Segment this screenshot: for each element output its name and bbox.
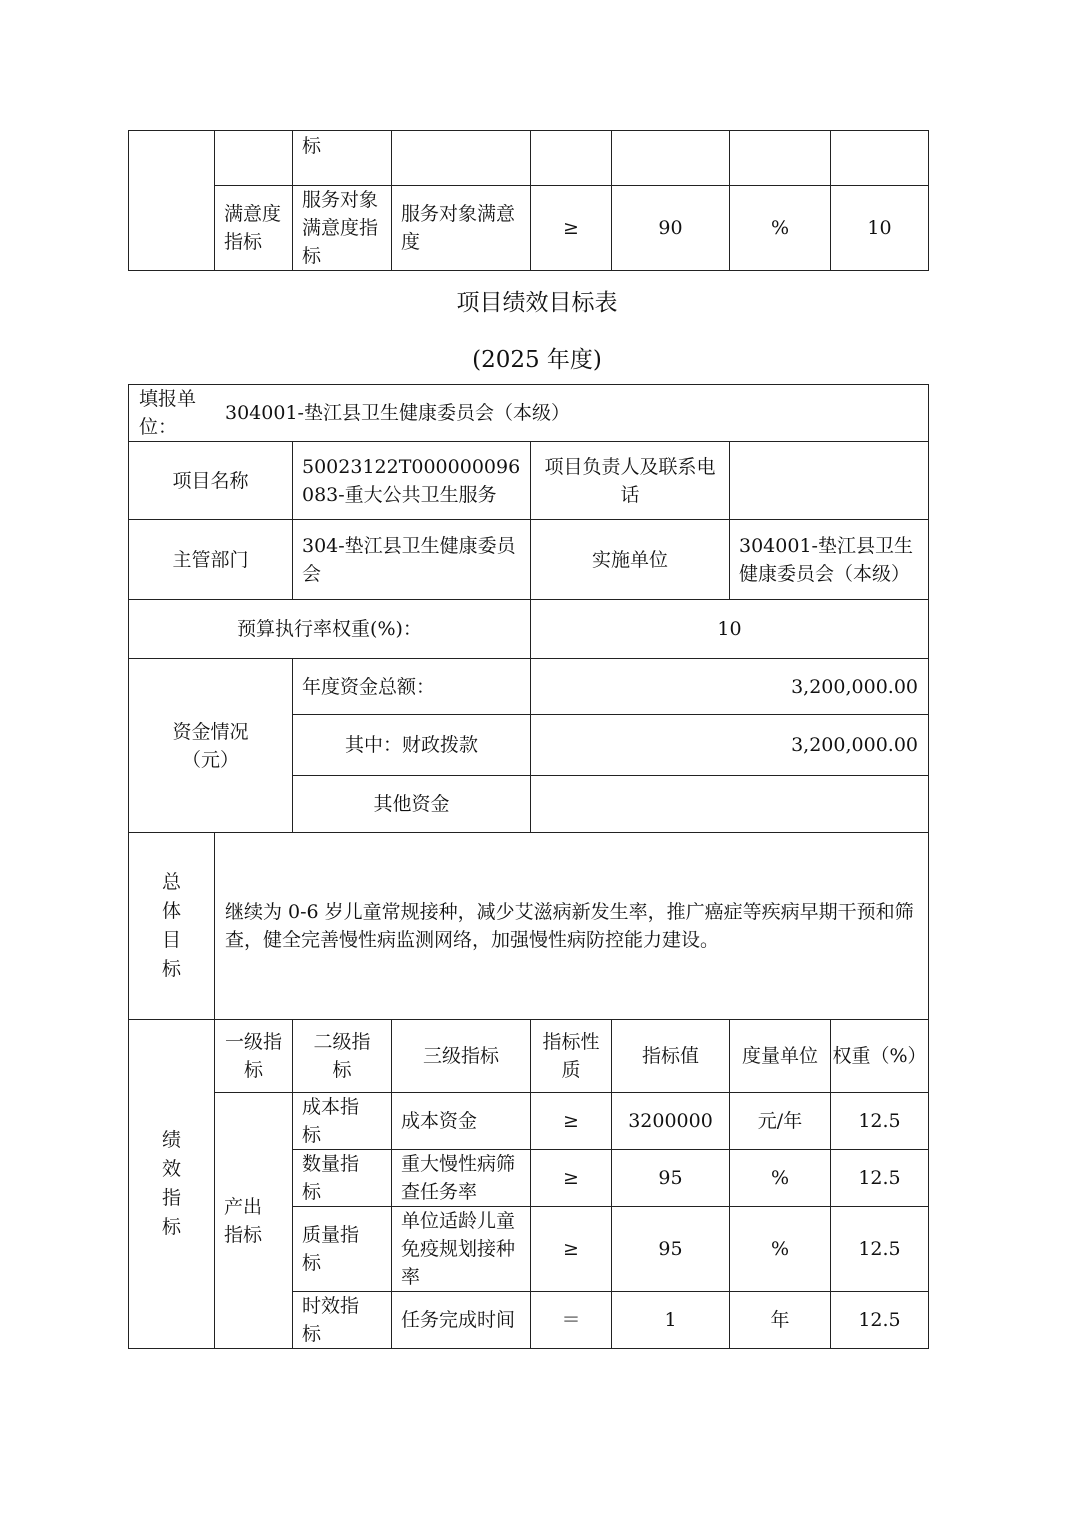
funds-total-value: 3,200,000.00 — [531, 659, 929, 715]
indicator-nature: ≥ — [531, 1150, 612, 1207]
project-name-value: 50023122T000000096083-重大公共卫生服务 — [293, 442, 531, 520]
indicator-tier2: 成本指标 — [293, 1093, 392, 1150]
header-nature: 指标性质 — [531, 1020, 612, 1093]
indicator-unit: 元/年 — [730, 1093, 831, 1150]
indicator-weight: 12.5 — [831, 1150, 929, 1207]
indicator-value: 95 — [612, 1150, 730, 1207]
tier2-continuation: 标 — [293, 131, 392, 186]
impl-unit-value: 304001-垫江县卫生健康委员会（本级） — [730, 520, 929, 600]
overall-goal-label-cell — [129, 833, 215, 1020]
budget-weight-value: 10 — [531, 600, 929, 659]
project-leader-label: 项目负责人及联系电话 — [531, 442, 730, 520]
header-unit: 度量单位 — [730, 1020, 831, 1093]
perf-label-cell — [129, 1020, 215, 1349]
competent-dept-label: 主管部门 — [129, 520, 293, 600]
weight-cell: 10 — [831, 186, 929, 271]
header-tier1: 一级指标 — [215, 1020, 293, 1093]
output-indicator-label: 产出指标 — [215, 1093, 293, 1349]
project-leader-value — [730, 442, 929, 520]
top-continuation-table — [128, 130, 929, 271]
indicator-tier3: 重大慢性病筛查任务率 — [392, 1150, 531, 1207]
funds-label-cell — [129, 659, 293, 833]
funds-label: 资金情况（元） — [172, 720, 249, 771]
header-tier3: 三级指标 — [392, 1020, 531, 1093]
reporting-unit-label: 填报单位： — [139, 388, 197, 438]
unit-cell: % — [730, 186, 831, 271]
overall-goal-text: 继续为 0-6 岁儿童常规接种，减少艾滋病新发生率，推广癌症等疾病早期干预和筛查，健全完善慢性病监测网络，加强慢性病防控能力建设。 — [215, 833, 929, 1020]
tier2-satisfaction: 服务对象满意度指标 — [293, 186, 392, 271]
perf-label: 绩效指标 — [161, 1129, 181, 1238]
project-name-label: 项目名称 — [129, 442, 293, 520]
reporting-unit-row — [129, 385, 929, 442]
funds-fiscal-label: 其中：财政拨款 — [293, 715, 531, 776]
indicator-nature: ＝ — [531, 1292, 612, 1349]
indicator-tier2: 时效指标 — [293, 1292, 392, 1349]
indicator-nature: ≥ — [531, 1207, 612, 1292]
empty-cell — [215, 131, 293, 186]
header-tier2: 二级指标 — [293, 1020, 392, 1093]
indicator-weight: 12.5 — [831, 1207, 929, 1292]
funds-other-label: 其他资金 — [293, 776, 531, 833]
performance-target-table — [128, 384, 929, 1349]
reporting-unit-value: 304001-垫江县卫生健康委员会（本级） — [225, 402, 570, 424]
indicator-tier2: 质量指标 — [293, 1207, 392, 1292]
nature-cell: ≥ — [531, 186, 612, 271]
indicator-value: 95 — [612, 1207, 730, 1292]
header-value: 指标值 — [612, 1020, 730, 1093]
overall-goal-label: 总体目标 — [161, 871, 181, 980]
indicator-tier3: 任务完成时间 — [392, 1292, 531, 1349]
indicator-tier2: 数量指标 — [293, 1150, 392, 1207]
value-cell: 90 — [612, 186, 730, 271]
indicator-nature: ≥ — [531, 1093, 612, 1150]
indicator-tier3: 成本资金 — [392, 1093, 531, 1150]
indicator-unit: % — [730, 1207, 831, 1292]
tier1-satisfaction: 满意度指标 — [215, 186, 293, 271]
header-weight: 权重（%） — [831, 1020, 929, 1093]
funds-fiscal-value: 3,200,000.00 — [531, 715, 929, 776]
indicator-unit: 年 — [730, 1292, 831, 1349]
budget-weight-label: 预算执行率权重(%)： — [129, 600, 531, 659]
indicator-value: 1 — [612, 1292, 730, 1349]
empty-cell — [129, 131, 215, 271]
document-title: 项目绩效目标表 — [456, 290, 618, 316]
document-year: (2025 年度) — [472, 347, 602, 373]
indicator-value: 3200000 — [612, 1093, 730, 1150]
impl-unit-label: 实施单位 — [531, 520, 730, 600]
competent-dept-value: 304-垫江县卫生健康委员会 — [293, 520, 531, 600]
indicator-unit: % — [730, 1150, 831, 1207]
indicator-weight: 12.5 — [831, 1292, 929, 1349]
indicator-tier3: 单位适龄儿童免疫规划接种率 — [392, 1207, 531, 1292]
indicator-weight: 12.5 — [831, 1093, 929, 1150]
tier3-satisfaction: 服务对象满意度 — [392, 186, 531, 271]
funds-total-label: 年度资金总额： — [293, 659, 531, 715]
funds-other-value — [531, 776, 929, 833]
table-row — [129, 1093, 929, 1150]
